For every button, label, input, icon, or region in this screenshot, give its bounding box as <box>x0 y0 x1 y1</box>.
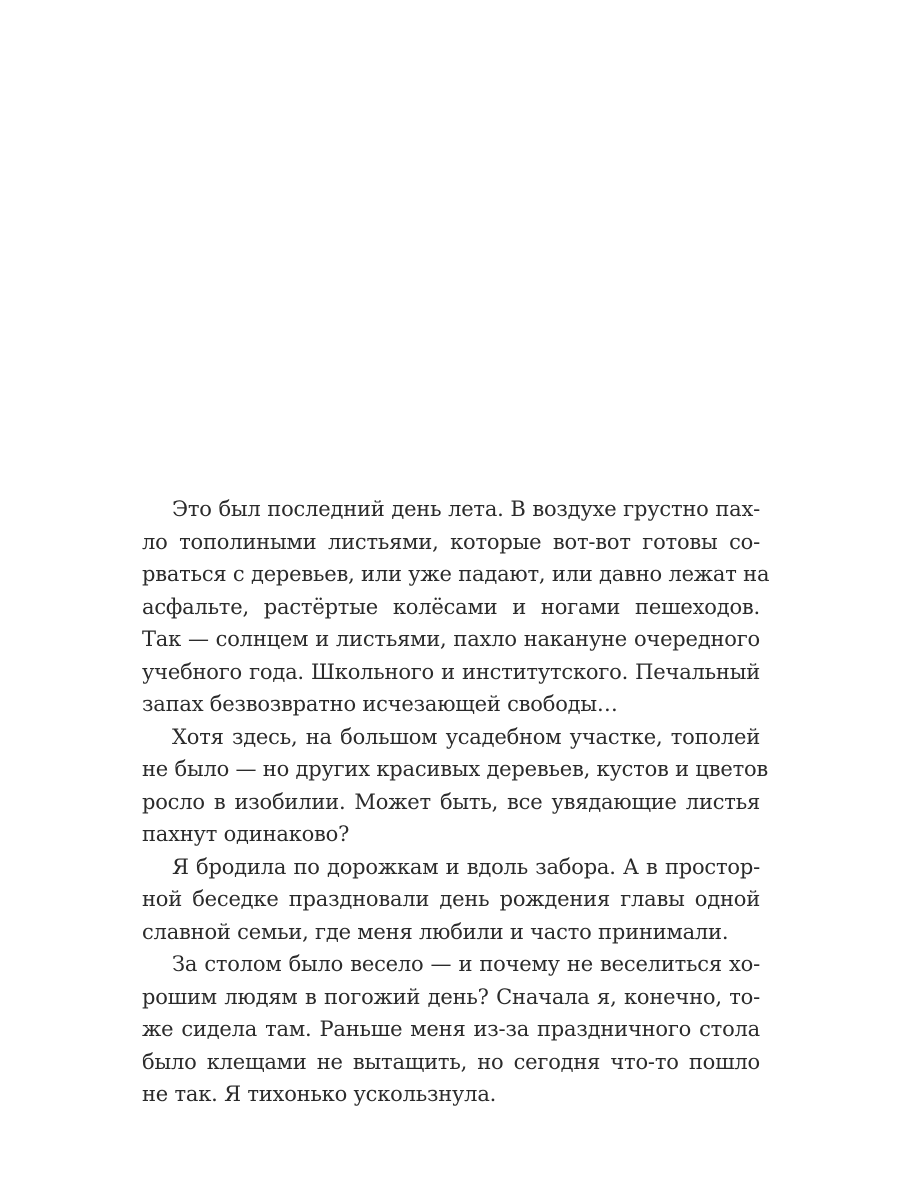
text-line: ло тополиными листьями, которые вот-вот готовы со- <box>142 529 760 554</box>
text-line: Я бродила по дорожкам и вдоль забора. А в простор- <box>172 854 760 879</box>
paragraph-3 <box>142 851 760 949</box>
text-line: Так — солнцем и листьями, пахло накануне очередного <box>142 627 760 651</box>
text-line: пахнут одинаково? <box>142 822 350 846</box>
text-line: запах безвозвратно исчезающей свободы… <box>142 692 618 716</box>
text-line: асфальте, растёртые колёсами и ногами пешеходов. <box>142 594 760 619</box>
paragraph-4 <box>142 948 760 1111</box>
text-line: рошим людям в погожий день? Сначала я, конечно, то- <box>142 984 760 1009</box>
paragraph-1 <box>142 493 770 721</box>
paragraph-2 <box>142 721 769 851</box>
text-line: Это был последний день лета. В воздухе грустно пах- <box>172 497 760 521</box>
text-line: росло в изобилии. Может быть, все увядающие листья <box>142 789 760 814</box>
text-line: славной семьи, где меня любили и часто принимали. <box>142 919 729 944</box>
text-line: не так. Я тихонько ускользнула. <box>142 1082 497 1106</box>
text-line: же сидела там. Раньше меня из-за праздничного стола <box>142 1017 760 1041</box>
body-text <box>142 493 770 1111</box>
text-line: Хотя здесь, на большом усадебном участке, тополей <box>172 724 760 749</box>
text-line: не было — но других красивых деревьев, кустов и цветов <box>142 757 769 781</box>
text-line: За столом было весело — и почему не веселиться хо- <box>172 952 760 976</box>
text-line: учебного года. Школьного и институтского. Печальный <box>142 659 760 684</box>
text-line: ной беседке праздновали день рождения главы одной <box>142 887 760 911</box>
text-line: было клещами не вытащить, но сегодня что-то пошло <box>142 1049 760 1074</box>
text-line: рваться с деревьев, или уже падают, или давно лежат на <box>142 562 770 586</box>
